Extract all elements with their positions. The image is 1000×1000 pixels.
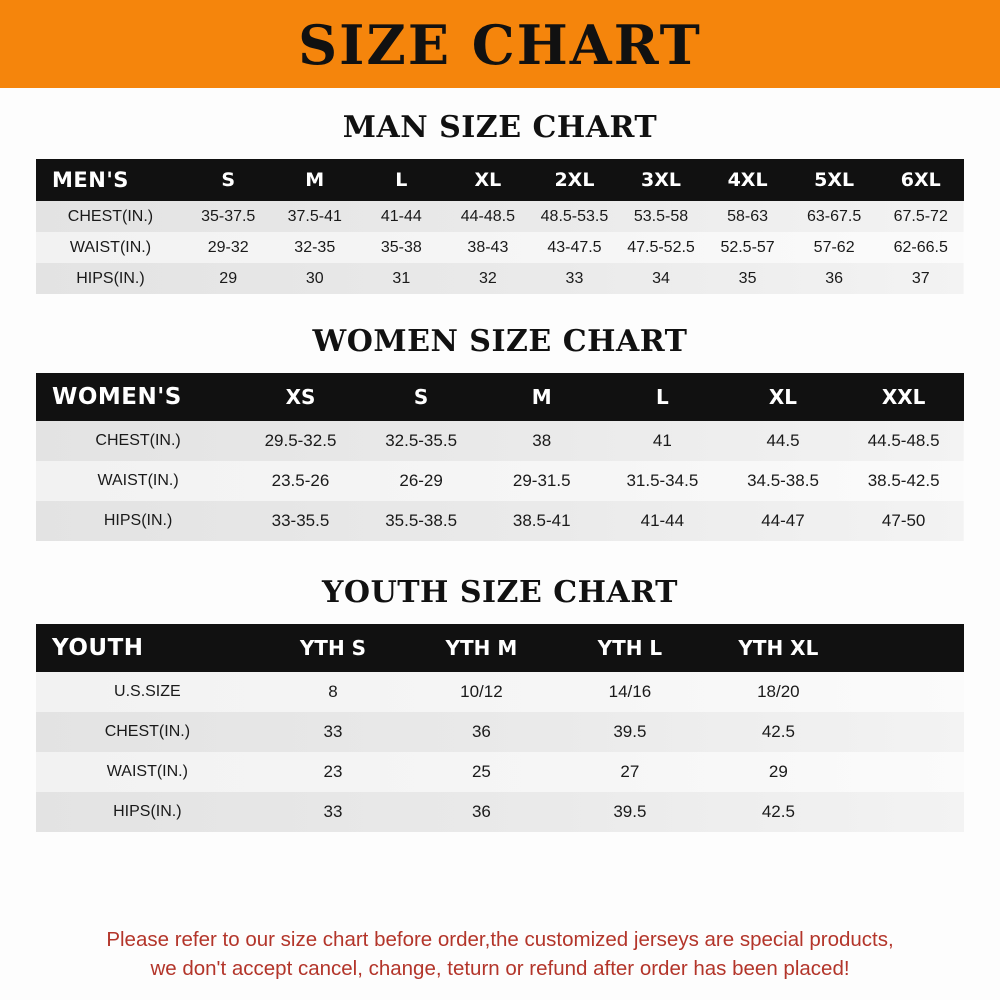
cell: 23 [323, 762, 343, 781]
cell: 30 [305, 269, 324, 287]
table-row [36, 461, 964, 501]
cell: 36 [825, 269, 844, 287]
page-banner [0, 0, 1000, 88]
cell: 53.5-58 [633, 207, 689, 225]
column-header: XS [285, 385, 316, 409]
cell: 25 [471, 762, 491, 781]
cell: 67.5-72 [893, 207, 948, 225]
cell: 36 [471, 802, 491, 821]
column-header: S [221, 169, 236, 191]
cell: 31 [392, 269, 411, 287]
cell: 31.5-34.5 [626, 471, 699, 490]
column-header: 6XL [900, 169, 941, 191]
table-row [36, 232, 964, 263]
table-row [36, 501, 964, 541]
cell: 47-50 [881, 511, 926, 530]
cell: 42.5 [761, 802, 795, 821]
row-label: CHEST(IN.) [104, 723, 191, 740]
column-header: 2XL [554, 169, 595, 191]
table-row [36, 792, 964, 832]
cell: 43-47.5 [547, 238, 602, 256]
row-label: HIPS(IN.) [76, 269, 145, 287]
cell: 44-48.5 [460, 207, 516, 225]
column-header: YTH XL [738, 636, 819, 660]
cell: 32 [478, 269, 497, 287]
cell: 26-29 [399, 471, 443, 490]
table-header-row [36, 373, 964, 421]
cell: 35.5-38.5 [385, 511, 458, 530]
cell: 37 [911, 269, 930, 287]
cell: 10/12 [460, 682, 503, 701]
cell: 29 [768, 762, 788, 781]
cell: 33 [323, 802, 343, 821]
cell: 44.5-48.5 [867, 431, 940, 450]
youth-size-table [36, 624, 964, 832]
column-header: L [395, 169, 408, 191]
cell: 41-44 [640, 511, 685, 530]
cell: 29-32 [207, 238, 249, 256]
cell: 44-47 [761, 511, 805, 530]
table-row [36, 672, 964, 712]
cell: 38.5-41 [512, 511, 571, 530]
cell: 23.5-26 [271, 471, 330, 490]
cell: 52.5-57 [720, 238, 775, 256]
cell: 29-31.5 [512, 471, 571, 490]
column-header: M [531, 385, 552, 409]
section-title-man: MAN SIZE CHART [342, 110, 658, 145]
section-title-women: WOMEN SIZE CHART [312, 324, 688, 359]
row-label: WAIST(IN.) [97, 472, 179, 489]
cell: 41-44 [380, 207, 422, 225]
cell: 57-62 [813, 238, 855, 256]
column-header: YTH L [597, 636, 663, 660]
cell: 32.5-35.5 [385, 431, 458, 450]
row-label: CHEST(IN.) [67, 207, 154, 225]
column-header: WOMEN'S [52, 384, 182, 410]
cell: 29 [219, 269, 238, 287]
column-header: XXL [881, 385, 926, 409]
row-label: WAIST(IN.) [69, 238, 152, 256]
footer-note-line-2: we don't accept cancel, change, teturn or refund after order has been placed! [150, 957, 850, 981]
column-header: YOUTH [52, 635, 144, 661]
cell: 29.5-32.5 [264, 431, 337, 450]
cell: 39.5 [613, 802, 647, 821]
table-row [36, 421, 964, 461]
cell: 38 [532, 431, 552, 450]
row-label: U.S.SIZE [114, 683, 181, 700]
cell: 33-35.5 [271, 511, 330, 530]
column-header-spacer [853, 624, 964, 672]
cell: 35-38 [380, 238, 422, 256]
cell: 34.5-38.5 [747, 471, 819, 490]
cell: 35 [738, 269, 757, 287]
column-header: YTH S [299, 636, 367, 660]
column-header: XL [474, 169, 502, 191]
column-header: MEN'S [52, 168, 129, 192]
cell: 37.5-41 [287, 207, 342, 225]
column-header: 5XL [814, 169, 855, 191]
chart-content [0, 88, 1000, 1000]
cell: 44.5 [766, 431, 800, 450]
cell-spacer [853, 712, 964, 752]
cell: 38.5-42.5 [867, 471, 940, 490]
row-label: WAIST(IN.) [106, 763, 188, 780]
cell: 27 [620, 762, 640, 781]
column-header: YTH M [445, 636, 518, 660]
column-header: 4XL [727, 169, 768, 191]
column-header: M [305, 169, 325, 191]
cell: 48.5-53.5 [540, 207, 609, 225]
row-label: HIPS(IN.) [103, 512, 173, 529]
cell: 32-35 [294, 238, 336, 256]
row-label: HIPS(IN.) [113, 803, 182, 820]
cell: 39.5 [613, 722, 647, 741]
cell: 41 [652, 431, 672, 450]
cell: 36 [471, 722, 491, 741]
table-row [36, 712, 964, 752]
page-title: SIZE CHART [298, 13, 702, 77]
footer-note-line-1: Please refer to our size chart before order,the customized jerseys are special products, [106, 927, 894, 951]
cell-spacer [853, 752, 964, 792]
cell: 8 [328, 682, 338, 701]
table-header-row [36, 624, 964, 672]
row-label: CHEST(IN.) [95, 432, 181, 449]
table-header-row [36, 159, 964, 201]
cell: 33 [565, 269, 584, 287]
cell: 33 [323, 722, 343, 741]
column-header: 3XL [641, 169, 681, 191]
column-header: S [413, 385, 429, 409]
table-row [36, 263, 964, 294]
cell-spacer [853, 792, 964, 832]
cell: 35-37.5 [201, 207, 256, 225]
column-header: L [655, 385, 669, 409]
women-size-table [36, 373, 964, 541]
man-size-table [36, 159, 964, 294]
table-row [36, 752, 964, 792]
cell: 58-63 [727, 207, 769, 225]
table-row [36, 201, 964, 232]
column-header: XL [768, 385, 798, 409]
cell: 38-43 [467, 238, 509, 256]
cell: 14/16 [608, 682, 652, 701]
cell: 63-67.5 [807, 207, 862, 225]
cell: 18/20 [757, 682, 800, 701]
cell: 42.5 [761, 722, 795, 741]
footer-note [36, 911, 964, 1000]
cell-spacer [853, 672, 964, 712]
cell: 47.5-52.5 [627, 238, 695, 256]
cell: 62-66.5 [893, 238, 948, 256]
section-title-youth: YOUTH SIZE CHART [322, 575, 678, 610]
cell: 34 [652, 269, 670, 287]
